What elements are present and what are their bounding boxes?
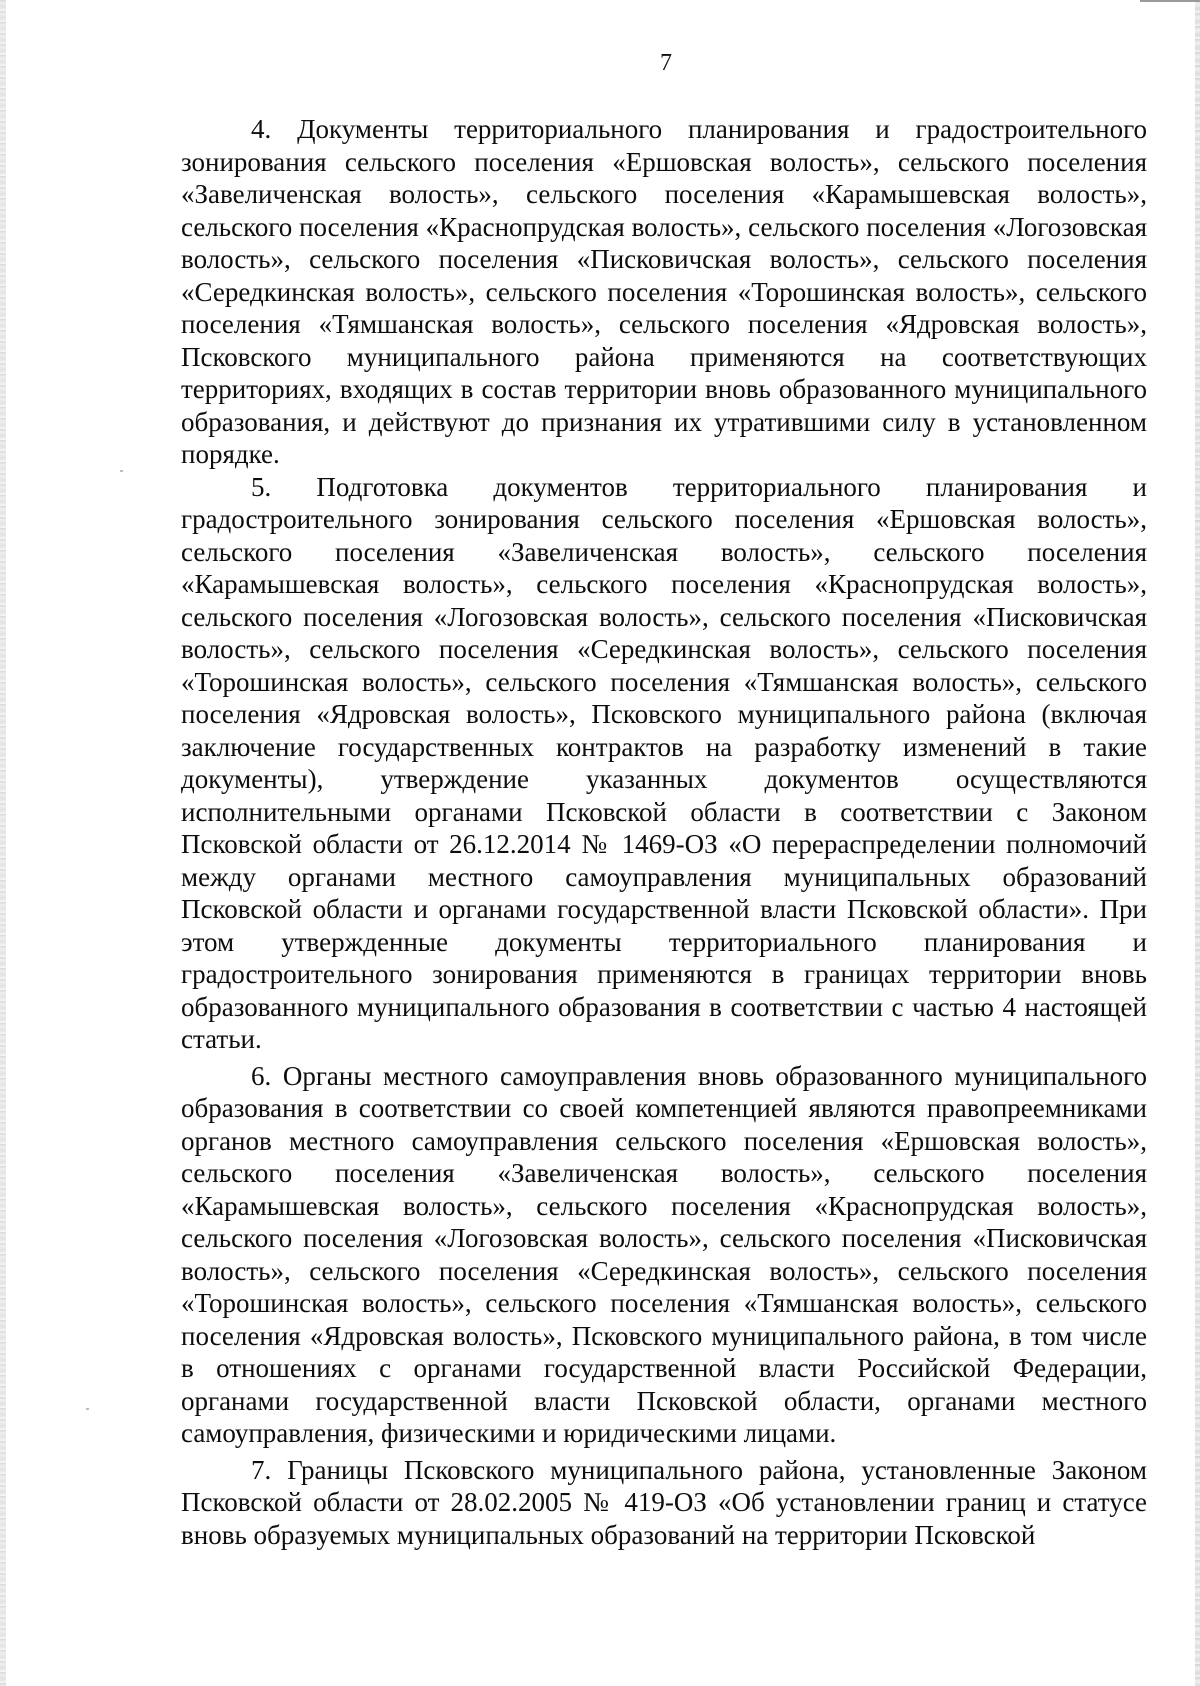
scan-edge-left: [0, 0, 6, 1686]
scan-speck: [86, 1408, 89, 1410]
scan-speck: [120, 470, 123, 472]
page-number: 7: [660, 50, 672, 76]
paragraph-6: 6. Органы местного самоуправления вновь образованного муниципального образования в соответствии со своей компетенцией являются правопреемниками органов местного самоуправления сельского поселения «Ершовская волость», сельского поселения «Завеличенская волость», сельского поселения «Карамышевская волость», сельского поселения «Краснопрудская волость», сельского поселения «Логозовская волость», сельского поселения «Писковичская волость», сельского поселения «Середкинская волость», сельского поселения «Торошинская волость», сельского поселения «Тямшанская волость», сельского поселения «Ядровская волость», Псковского муниципального района, в том числе в отношениях с органами государственной власти Российской Федерации, органами государственной власти Псковской области, органами местного самоуправления, физическими и юридическими лицами.: [181, 1060, 1147, 1448]
paragraph-7: 7. Границы Псковского муниципального района, установленные Законом Псковской области от 28.02.2005 № 419-ОЗ «Об установлении границ и статусе вновь образуемых муниципальных образований на территории Псковской: [181, 1454, 1147, 1550]
paragraph-5: 5. Подготовка документов территориального планирования и градостроительного зонирования сельского поселения «Ершовская волость», сельского поселения «Завеличенская волость», сельского поселения «Карамышевская волость», сельского поселения «Краснопрудская волость», сельского поселения «Логозовская волость», сельского поселения «Писковичская волость», сельского поселения «Середкинская волость», сельского поселения «Торошинская волость», сельского поселения «Тямшанская волость», сельского поселения «Ядровская волость», Псковского муниципального района (включая заключение государственных контрактов на разработку изменений в такие документы), утверждение указанных документов осуществляются исполнительными органами Псковской области в соответствии с Законом Псковской области от 26.12.2014 № 1469-ОЗ «О перераспределении полномочий между органами местного самоуправления муниципальных образований Псковской области и органами государственной власти Псковской области». При этом утвержденные документы территориального планирования и градостроительного зонирования применяются в границах территории вновь образованного муниципального образования в соответствии с частью 4 настоящей статьи.: [181, 471, 1147, 1054]
document-body: [181, 113, 1147, 1551]
paragraph-4: 4. Документы территориального планирования и градостроительного зонирования сельского поселения «Ершовская волость», сельского поселения «Завеличенская волость», сельского поселения «Карамышевская волость», сельского поселения «Краснопрудская волость», сельского поселения «Логозовская волость», сельского поселения «Писковичская волость», сельского поселения «Середкинская волость», сельского поселения «Торошинская волость», сельского поселения «Тямшанская волость», сельского поселения «Ядровская волость», Псковского муниципального района применяются на соответствующих территориях, входящих в состав территории вновь образованного муниципального образования, и действуют до признания их утратившими силу в установленном порядке.: [181, 114, 1147, 469]
scan-edge-right: [1195, 0, 1200, 1686]
scan-line-top: [1140, 0, 1200, 2]
